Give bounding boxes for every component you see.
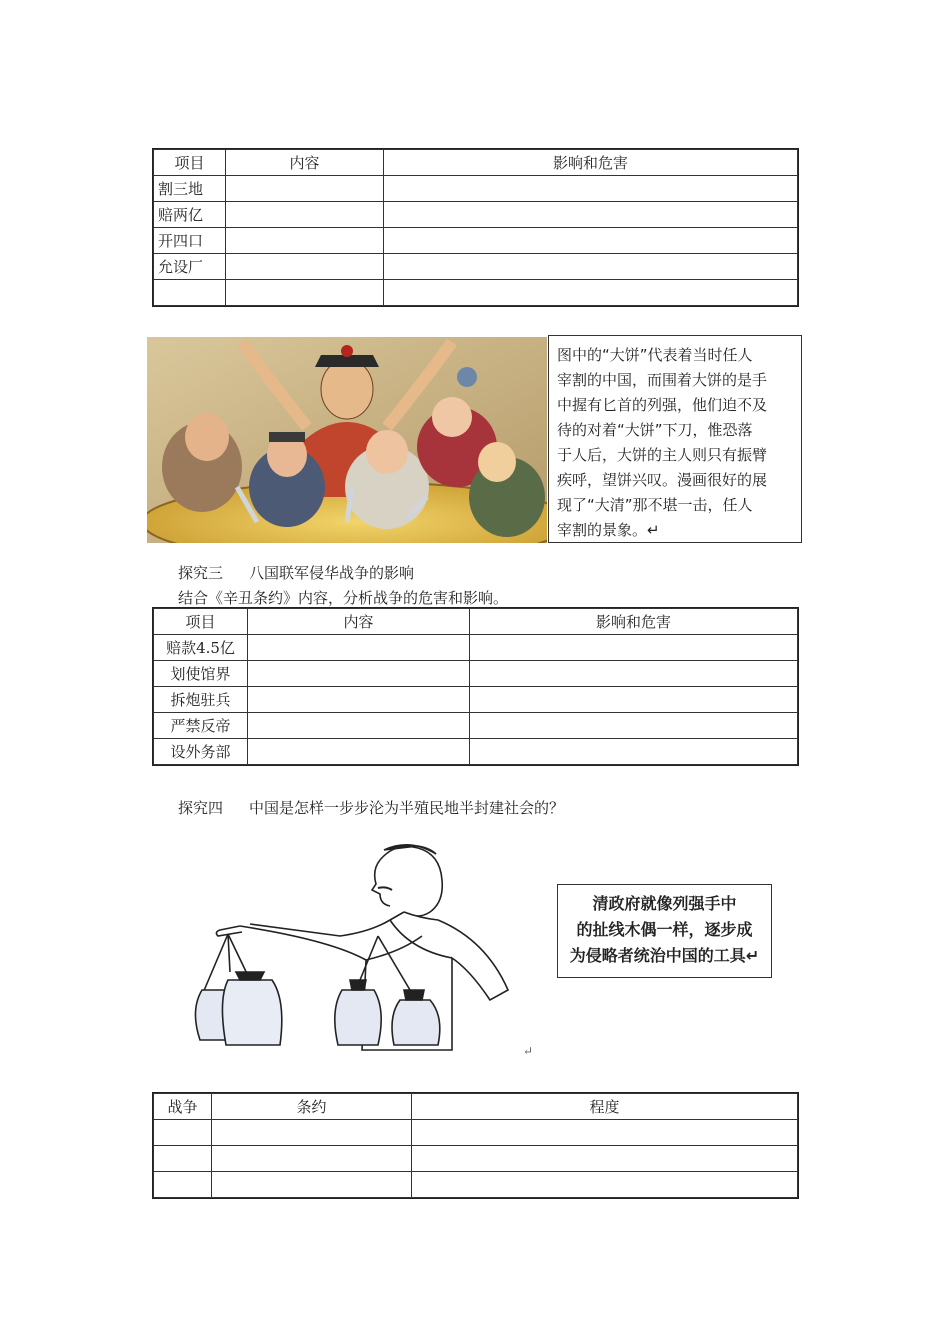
header-impact: 影响和危害 (384, 150, 798, 176)
content-cell[interactable] (226, 280, 384, 306)
section3-label: 探究三 (178, 564, 224, 582)
content-cell[interactable] (248, 713, 470, 739)
caption-line: 于人后，大饼的主人则只有振臂 (557, 446, 768, 464)
return-mark: ↵ (523, 1044, 534, 1058)
section3-heading (178, 562, 414, 583)
caption-line: 疾呼，望饼兴叹。漫画很好的展 (557, 471, 768, 489)
header-degree: 程度 (412, 1094, 798, 1120)
degree-cell[interactable] (412, 1172, 798, 1198)
caption-line: 现了“大清”那不堪一击，任人 (557, 496, 753, 514)
puppet-cartoon-image (190, 840, 520, 1060)
row-label: 赔款4.5亿 (154, 635, 248, 661)
table-row (154, 1172, 798, 1198)
header-item: 项目 (154, 150, 226, 176)
impact-cell[interactable] (384, 202, 798, 228)
table-header-row (154, 1094, 798, 1120)
table-row (154, 202, 798, 228)
section4-label: 探究四 (178, 799, 224, 817)
section4-title: 中国是怎样一步步沦为半殖民地半封建社会的？ (249, 799, 565, 817)
row-label: 允设厂 (154, 254, 226, 280)
treaty-cell[interactable] (212, 1172, 412, 1198)
header-content: 内容 (226, 150, 384, 176)
table-row (154, 228, 798, 254)
header-treaty: 条约 (212, 1094, 412, 1120)
impact-cell[interactable] (470, 687, 798, 713)
puppet-cartoon-caption (557, 884, 772, 978)
table-row (154, 635, 798, 661)
caption-line: 待的对着“大饼”下刀，惟恐落 (557, 421, 753, 439)
impact-cell[interactable] (470, 635, 798, 661)
cake-cartoon-caption (548, 335, 802, 543)
row-label: 赔两亿 (154, 202, 226, 228)
treaty-table-3 (153, 1093, 798, 1198)
content-cell[interactable] (248, 687, 470, 713)
table-row (154, 176, 798, 202)
war-cell[interactable] (154, 1146, 212, 1172)
impact-cell[interactable] (384, 228, 798, 254)
row-label: 设外务部 (154, 739, 248, 765)
table-header-row (154, 150, 798, 176)
content-cell[interactable] (248, 661, 470, 687)
table-row (154, 280, 798, 306)
content-cell[interactable] (226, 176, 384, 202)
treaty-cell[interactable] (212, 1120, 412, 1146)
header-war: 战争 (154, 1094, 212, 1120)
caption-line: 宰割的景象。↵ (557, 521, 660, 539)
impact-cell[interactable] (470, 739, 798, 765)
caption-line: 的扯线木偶一样，逐步成 (576, 920, 753, 939)
table-row (154, 739, 798, 765)
section4-heading (178, 797, 564, 818)
content-cell[interactable] (226, 254, 384, 280)
table-row (154, 1146, 798, 1172)
row-label: 开四口 (154, 228, 226, 254)
row-label (154, 280, 226, 306)
row-label: 划使馆界 (154, 661, 248, 687)
impact-cell[interactable] (384, 254, 798, 280)
treaty-cell[interactable] (212, 1146, 412, 1172)
impact-cell[interactable] (384, 176, 798, 202)
puppet-cartoon-illustration (190, 840, 520, 1060)
caption-line: 中握有匕首的列强，他们迫不及 (557, 396, 768, 414)
table-header-row (154, 609, 798, 635)
impact-cell[interactable] (384, 280, 798, 306)
degree-cell[interactable] (412, 1120, 798, 1146)
war-cell[interactable] (154, 1120, 212, 1146)
table-row (154, 713, 798, 739)
content-cell[interactable] (248, 635, 470, 661)
content-cell[interactable] (248, 739, 470, 765)
treaty-table-1 (153, 149, 798, 306)
caption-line: 宰割的中国，而围着大饼的是手 (557, 371, 768, 389)
war-cell[interactable] (154, 1172, 212, 1198)
cake-cartoon-illustration (147, 337, 547, 543)
table-row (154, 1120, 798, 1146)
header-content: 内容 (248, 609, 470, 635)
table-row (154, 254, 798, 280)
caption-line: 图中的“大饼”代表着当时任人 (557, 346, 753, 364)
table-row (154, 687, 798, 713)
impact-cell[interactable] (470, 713, 798, 739)
treaty-table-2 (153, 608, 798, 765)
caption-line: 为侵略者统治中国的工具↵ (569, 946, 760, 965)
table-row (154, 661, 798, 687)
row-label: 割三地 (154, 176, 226, 202)
section3-instruction: 结合《辛丑条约》内容，分析战争的危害和影响。 (178, 589, 509, 607)
degree-cell[interactable] (412, 1146, 798, 1172)
caption-line: 清政府就像列强手中 (592, 894, 737, 913)
row-label: 拆炮驻兵 (154, 687, 248, 713)
cake-cartoon-image (147, 337, 547, 543)
content-cell[interactable] (226, 228, 384, 254)
content-cell[interactable] (226, 202, 384, 228)
header-impact: 影响和危害 (470, 609, 798, 635)
impact-cell[interactable] (470, 661, 798, 687)
header-item: 项目 (154, 609, 248, 635)
section3-title: 八国联军侵华战争的影响 (249, 564, 415, 582)
row-label: 严禁反帝 (154, 713, 248, 739)
